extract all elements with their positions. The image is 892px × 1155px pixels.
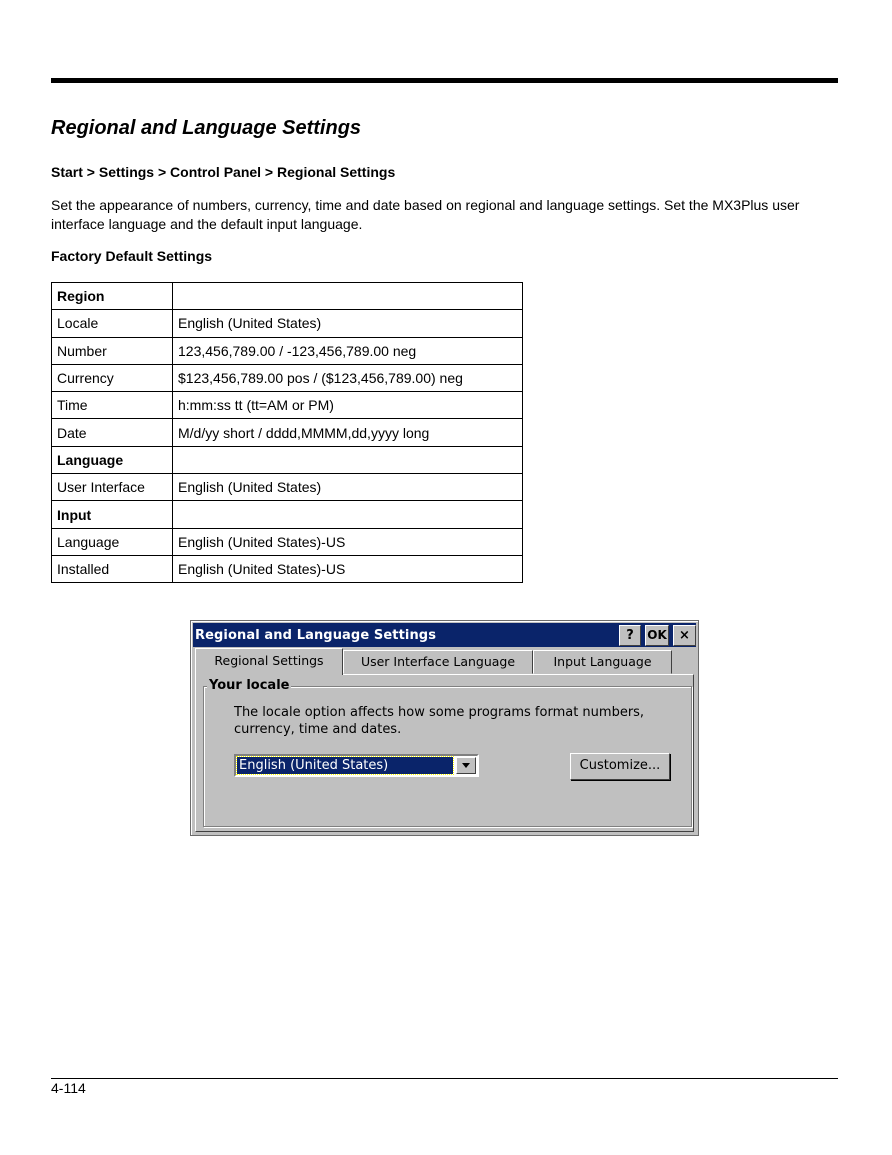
- dialog-titlebar: [193, 623, 696, 647]
- table-cell-value: English (United States): [173, 310, 523, 337]
- page-title: Regional and Language Settings: [51, 117, 362, 139]
- table-cell-label: Number: [52, 337, 173, 364]
- chevron-down-icon: [461, 763, 471, 769]
- table-cell-value: English (United States)-US: [173, 528, 523, 555]
- bottom-rule: [51, 1078, 838, 1079]
- table-cell-value: [173, 501, 523, 528]
- table-row: [52, 419, 523, 446]
- table-cell-value: English (United States)-US: [173, 555, 523, 582]
- top-rule: [51, 78, 838, 83]
- navigation-path: Start > Settings > Control Panel > Regional Settings: [51, 164, 396, 180]
- locale-selected-value[interactable]: English (United States): [237, 757, 453, 774]
- table-row: [52, 474, 523, 501]
- table-cell-label: Locale: [52, 310, 173, 337]
- table-cell-value: 123,456,789.00 / -123,456,789.00 neg: [173, 337, 523, 364]
- section-heading: Factory Default Settings: [51, 248, 213, 264]
- table-row: [52, 283, 523, 310]
- locale-dropdown[interactable]: [234, 754, 479, 777]
- table-row: [52, 310, 523, 337]
- intro-paragraph: Set the appearance of numbers, currency, time and date based on regional and language settings. Set the MX3Plus user interface language and the default input language.: [51, 197, 800, 232]
- table-row: [52, 501, 523, 528]
- table-cell-value: M/d/yy short / dddd,MMMM,dd,yyyy long: [173, 419, 523, 446]
- table-cell-value: [173, 283, 523, 310]
- customize-button[interactable]: Customize...: [570, 753, 670, 780]
- table-cell-label: Installed: [52, 555, 173, 582]
- table-cell-label: Language: [52, 446, 173, 473]
- table-cell-label: Time: [52, 392, 173, 419]
- table-row: [52, 392, 523, 419]
- table-cell-label: Region: [52, 283, 173, 310]
- group-label: Your locale: [209, 678, 290, 693]
- ok-button[interactable]: OK: [645, 625, 669, 646]
- tab-regional-settings[interactable]: Regional Settings: [195, 648, 343, 675]
- table-cell-value: h:mm:ss tt (tt=AM or PM): [173, 392, 523, 419]
- page-number: 4-114: [51, 1080, 86, 1096]
- table-cell-label: Language: [52, 528, 173, 555]
- dialog-title: Regional and Language Settings: [195, 628, 437, 643]
- locale-groupbox: [203, 678, 692, 827]
- help-button[interactable]: ?: [619, 625, 641, 646]
- table-row: [52, 364, 523, 391]
- table-cell-value: English (United States): [173, 474, 523, 501]
- tab-panel: [195, 674, 694, 832]
- table-row: [52, 337, 523, 364]
- tab-user-interface-language[interactable]: User Interface Language: [343, 650, 533, 674]
- factory-defaults-table: [51, 282, 523, 583]
- table-cell-value: [173, 446, 523, 473]
- regional-settings-dialog: [190, 620, 699, 836]
- table-row: [52, 555, 523, 582]
- table-cell-value: $123,456,789.00 pos / ($123,456,789.00) neg: [173, 364, 523, 391]
- table-cell-label: User Interface: [52, 474, 173, 501]
- close-button[interactable]: ×: [673, 625, 696, 646]
- tab-input-language[interactable]: Input Language: [533, 650, 672, 674]
- table-cell-label: Currency: [52, 364, 173, 391]
- dropdown-button[interactable]: [456, 757, 476, 774]
- locale-description: The locale option affects how some programs format numbers, currency, time and dates.: [234, 705, 645, 737]
- table-cell-label: Input: [52, 501, 173, 528]
- table-cell-label: Date: [52, 419, 173, 446]
- table-row: [52, 446, 523, 473]
- table-row: [52, 528, 523, 555]
